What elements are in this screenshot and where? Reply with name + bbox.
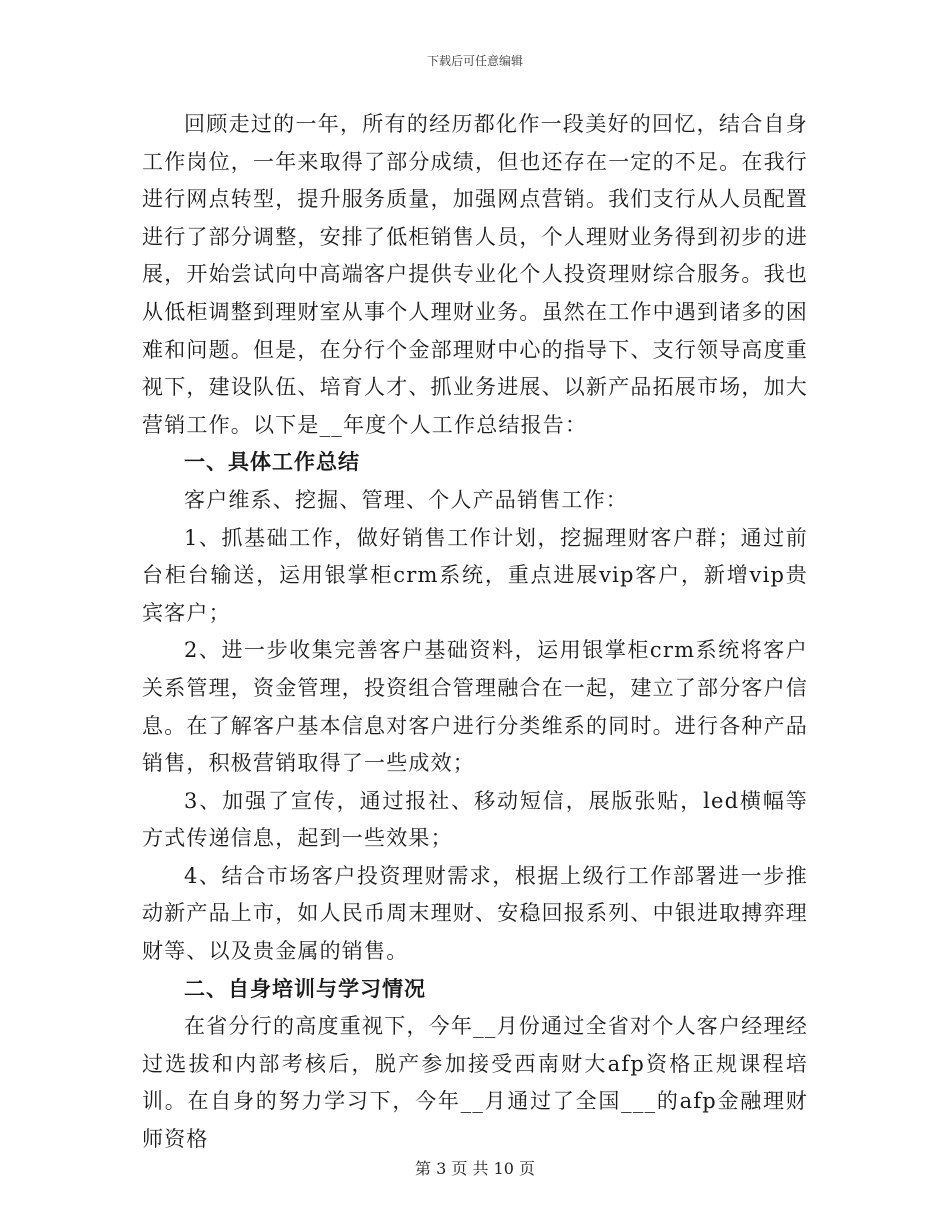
section-heading-2: 二、自身培训与学习情况 bbox=[184, 976, 426, 1001]
section-heading-1: 一、具体工作总结 bbox=[184, 450, 360, 475]
section-subtitle-1: 客户维系、挖掘、管理、个人产品销售工作： bbox=[184, 487, 628, 512]
list-item-1: 1、抓基础工作，做好销售工作计划，挖掘理财客户群；通过前台柜台输送，运用银掌柜crm系统，重点进展vip客户，新增vip贵宾客户； bbox=[142, 525, 808, 625]
page-header: 下载后可任意编辑 bbox=[426, 54, 523, 68]
page-number: 第 3 页 共 10 页 bbox=[415, 1159, 535, 1178]
training-paragraph: 在省分行的高度重视下，今年__月份通过全省对个人客户经理经过选拔和内部考核后，脱产参加接受西南财大afp资格正规课程培训。在自身的努力学习下，今年__月通过了全国___的afp金融理财师资格 bbox=[142, 1014, 808, 1152]
intro-paragraph: 回顾走过的一年，所有的经历都化作一段美好的回忆，结合自身工作岗位，一年来取得了部分成绩，但也还存在一定的不足。在我行进行网点转型，提升服务质量，加强网点营销。我们支行从人员配置进行了部分调整，安排了低柜销售人员，个人理财业务得到初步的进展，开始尝试向中高端客户提供专业化个人投资理财综合服务。我也从低柜调整到理财室从事个人理财业务。虽然在工作中遇到诸多的困难和问题。但是，在分行个金部理财中心的指导下、支行领导高度重视下，建设队伍、培育人才、抓业务进展、以新产品拓展市场，加大营销工作。以下是__年度个人工作总结报告： bbox=[142, 112, 808, 437]
list-item-3: 3、加强了宣传，通过报社、移动短信，展版张贴，led横幅等方式传递信息，起到一些效果； bbox=[142, 788, 808, 851]
document-body bbox=[142, 106, 808, 1159]
list-item-2: 2、进一步收集完善客户基础资料，运用银掌柜crm系统将客户关系管理，资金管理，投资组合管理融合在一起，建立了部分客户信息。在了解客户基本信息对客户进行分类维系的同时。进行各种产品销售，积极营销取得了一些成效； bbox=[142, 638, 808, 776]
list-item-4: 4、结合市场客户投资理财需求，根据上级行工作部署进一步推动新产品上市，如人民币周末理财、安稳回报系列、中银进取搏弈理财等、以及贵金属的销售。 bbox=[142, 863, 808, 964]
